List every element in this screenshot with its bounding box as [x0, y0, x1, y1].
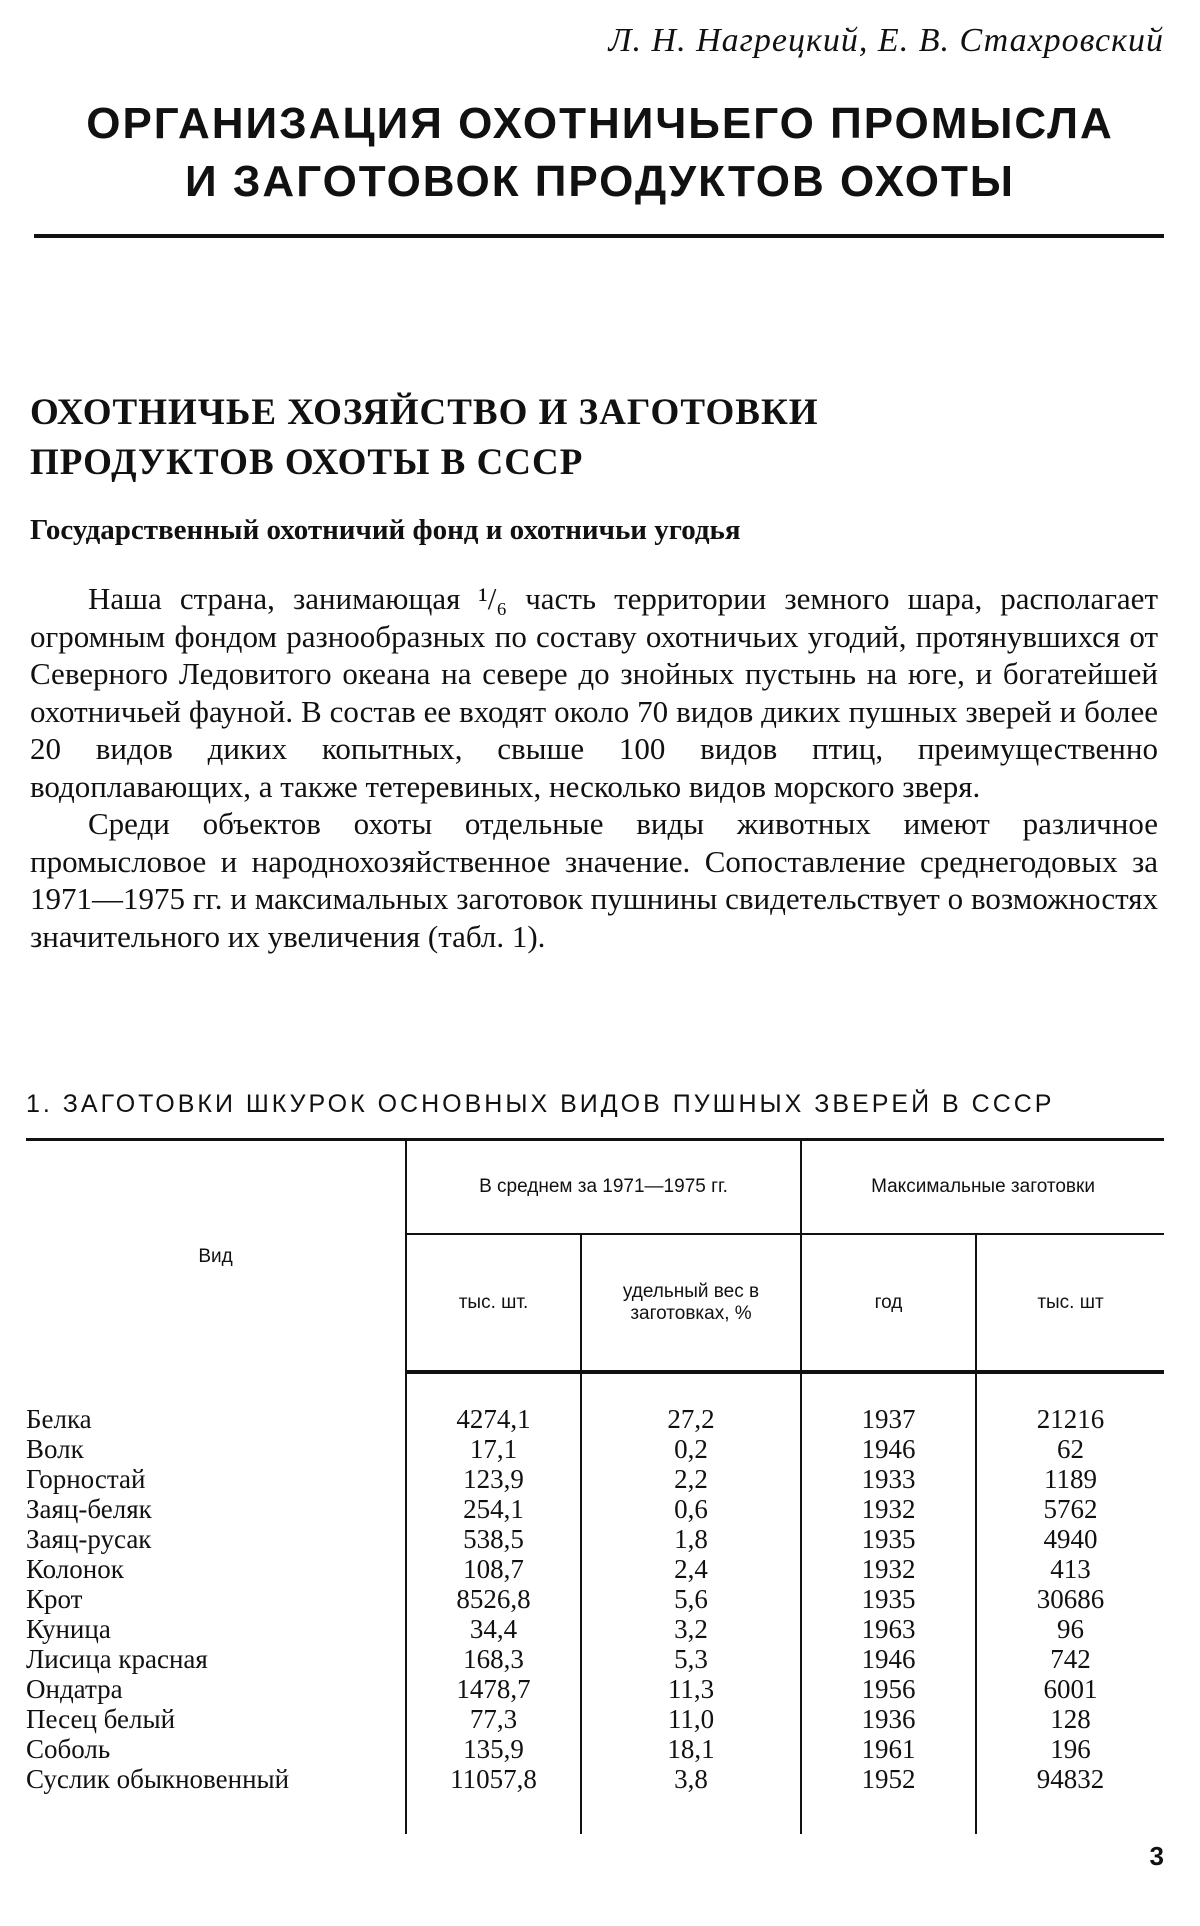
table-row [26, 1764, 1164, 1834]
cell-max-thousand: 30686 [1036, 1584, 1105, 1614]
cell-year: 1963 [801, 1614, 976, 1644]
cell-share: 0,2 [581, 1434, 801, 1464]
header-max-group: Максимальные заготовки [801, 1140, 1164, 1235]
body-text [30, 580, 1158, 955]
cell-avg-thousand: 168,3 [406, 1644, 581, 1674]
cell-year: 1936 [801, 1704, 976, 1734]
chapter-title [40, 95, 1160, 211]
cell-avg-thousand: 8526,8 [406, 1584, 581, 1614]
cell-share: 18,1 [581, 1734, 801, 1764]
page-number: 3 [1149, 1841, 1164, 1871]
section-title-line-2: ПРОДУКТОВ ОХОТЫ В СССР [30, 442, 584, 483]
paragraph-1: Наша страна, занимающая ¹/₆ часть территории земного шара, располагает огромным фондом разнообразных по составу охотничьих угодий, протянувшихся от Северного Ледовитого океана на севере до знойных пустынь на юге, и богатейшей охотничьей фауной. В состав ее входят около 70 видов диких пушных зверей и более 20 видов диких копытных, свыше 100 видов птиц, преимущественно водоплавающих, а также тетеревиных, несколько видов морского зверя. [30, 581, 1158, 804]
cell-year: 1946 [801, 1434, 976, 1464]
cell-species: Суслик обыкновенный [26, 1764, 406, 1834]
cell-year: 1961 [801, 1734, 976, 1764]
table-row [26, 1674, 1164, 1704]
chapter-title-line-1: ОРГАНИЗАЦИЯ ОХОТНИЧЬЕГО ПРОМЫСЛА [86, 99, 1114, 148]
cell-species: Колонок [26, 1554, 406, 1584]
cell-species: Заяц-беляк [26, 1494, 406, 1524]
cell-max-thousand: 413 [1050, 1554, 1091, 1584]
cell-max-thousand: 5762 [1043, 1494, 1098, 1524]
cell-species: Волк [26, 1434, 406, 1464]
table-row [26, 1464, 1164, 1494]
cell-avg-thousand: 77,3 [406, 1704, 581, 1734]
paragraph-2: Среди объектов охоты отдельные виды животных имеют различное промысловое и народнохозяйственное значение. Сопоставление среднегодовых за 1971—1975 гг. и максимальных заготовок пушнины свидетельствует о возможностях значительного их увеличения (табл. 1). [30, 806, 1158, 954]
cell-species: Крот [26, 1584, 406, 1614]
table-row [26, 1584, 1164, 1614]
cell-share: 1,8 [581, 1524, 801, 1554]
authors: Л. Н. Нагрецкий, Е. В. Стахровский [608, 22, 1164, 59]
cell-year: 1935 [801, 1524, 976, 1554]
section-title-line-1: ОХОТНИЧЬЕ ХОЗЯЙСТВО И ЗАГОТОВКИ [30, 392, 819, 433]
table-row [26, 1404, 1164, 1434]
cell-year: 1937 [801, 1404, 976, 1434]
cell-species: Ондатра [26, 1674, 406, 1704]
cell-avg-thousand: 123,9 [406, 1464, 581, 1494]
cell-share: 0,6 [581, 1494, 801, 1524]
table-row [26, 1704, 1164, 1734]
cell-avg-thousand: 34,4 [406, 1614, 581, 1644]
cell-avg-thousand: 135,9 [406, 1734, 581, 1764]
cell-share: 2,2 [581, 1464, 801, 1494]
cell-year: 1933 [801, 1464, 976, 1494]
cell-species: Соболь [26, 1734, 406, 1764]
cell-share: 11,0 [581, 1704, 801, 1734]
fur-harvest-table [26, 1138, 1164, 1834]
cell-max-thousand: 6001 [1043, 1674, 1098, 1704]
table-row [26, 1734, 1164, 1764]
cell-share: 2,4 [581, 1554, 801, 1584]
table-row [26, 1554, 1164, 1584]
cell-species: Куница [26, 1614, 406, 1644]
cell-species: Горностай [26, 1464, 406, 1494]
title-divider [34, 234, 1164, 238]
cell-species: Белка [26, 1404, 406, 1434]
header-species: Вид [26, 1140, 406, 1373]
cell-max-thousand: 21216 [1036, 1404, 1105, 1434]
cell-share: 5,3 [581, 1644, 801, 1674]
cell-avg-thousand: 254,1 [406, 1494, 581, 1524]
cell-share: 5,6 [581, 1584, 801, 1614]
cell-species: Лисица красная [26, 1644, 406, 1674]
header-year: год [801, 1234, 976, 1372]
cell-max-thousand: 4940 [1043, 1524, 1098, 1554]
table-row [26, 1494, 1164, 1524]
cell-year: 1956 [801, 1674, 976, 1704]
cell-year: 1932 [801, 1554, 976, 1584]
cell-year: 1952 [801, 1764, 976, 1834]
cell-avg-thousand: 1478,7 [406, 1674, 581, 1704]
cell-share: 3,8 [581, 1764, 801, 1834]
header-avg-thousand: тыс. шт. [406, 1234, 581, 1372]
cell-avg-thousand: 4274,1 [406, 1404, 581, 1434]
cell-avg-thousand: 538,5 [406, 1524, 581, 1554]
cell-avg-thousand: 108,7 [406, 1554, 581, 1584]
cell-max-thousand: 128 [1050, 1704, 1091, 1734]
cell-max-thousand: 94832 [1036, 1764, 1105, 1794]
table-row [26, 1614, 1164, 1644]
cell-max-thousand: 196 [1050, 1734, 1091, 1764]
table-row [26, 1644, 1164, 1674]
cell-share: 27,2 [581, 1404, 801, 1434]
cell-max-thousand: 62 [1057, 1434, 1085, 1464]
subsection-title: Государственный охотничий фонд и охотничьи угодья [30, 514, 741, 546]
cell-year: 1946 [801, 1644, 976, 1674]
cell-avg-thousand: 11057,8 [406, 1764, 581, 1834]
table-caption: 1. ЗАГОТОВКИ ШКУРОК ОСНОВНЫХ ВИДОВ ПУШНЫХ ЗВЕРЕЙ В СССР [26, 1090, 1055, 1118]
header-max-thousand: тыс. шт [976, 1234, 1164, 1372]
header-share: удельный вес в заготовках, % [581, 1234, 801, 1372]
cell-max-thousand: 96 [1057, 1614, 1085, 1644]
table-row [26, 1434, 1164, 1464]
header-avg-group: В среднем за 1971—1975 гг. [406, 1140, 801, 1235]
cell-avg-thousand: 17,1 [406, 1434, 581, 1464]
chapter-title-line-2: И ЗАГОТОВОК ПРОДУКТОВ ОХОТЫ [185, 157, 1015, 206]
cell-share: 3,2 [581, 1614, 801, 1644]
section-title [30, 388, 1130, 488]
cell-year: 1935 [801, 1584, 976, 1614]
cell-max-thousand: 1189 [1044, 1464, 1098, 1494]
table-row [26, 1524, 1164, 1554]
cell-year: 1932 [801, 1494, 976, 1524]
cell-share: 11,3 [581, 1674, 801, 1704]
cell-species: Заяц-русак [26, 1524, 406, 1554]
cell-species: Песец белый [26, 1704, 406, 1734]
cell-max-thousand: 742 [1050, 1644, 1091, 1674]
